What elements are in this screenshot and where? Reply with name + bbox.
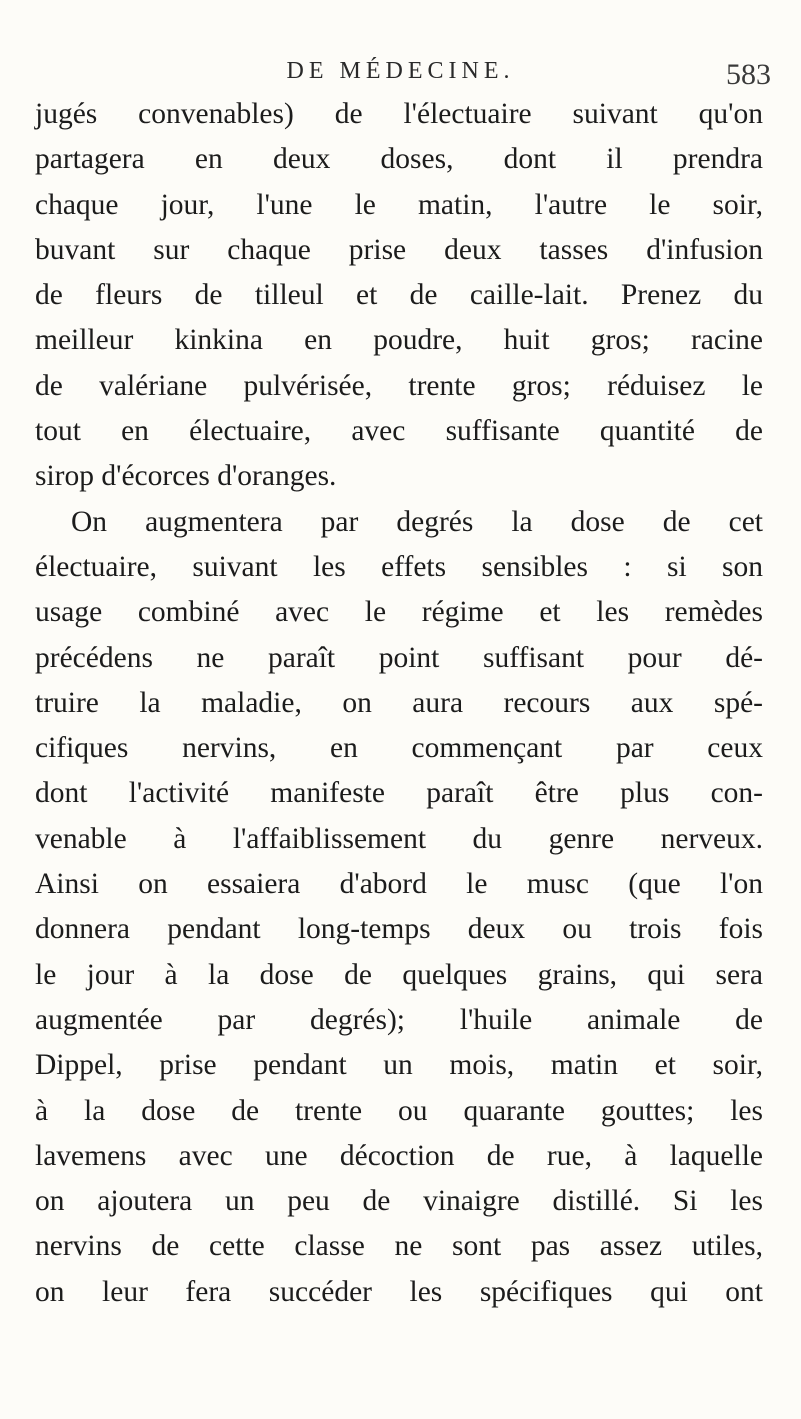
text-line: nervins de cette classe ne sont pas assez utiles, <box>35 1230 763 1263</box>
text-line: usage combiné avec le régime et les remèdes <box>35 596 763 629</box>
text-line: on leur fera succéder les spécifiques qui ont <box>35 1275 763 1308</box>
paragraph-first-line: On augmentera par degrés la dose de cet <box>71 505 763 538</box>
body-text <box>35 92 763 1315</box>
text-line: donnera pendant long-temps deux ou trois fois <box>35 913 763 946</box>
text-line: de fleurs de tilleul et de caille-lait. Prenez du <box>35 279 763 312</box>
text-line: meilleur kinkina en poudre, huit gros; racine <box>35 324 763 357</box>
running-head-title: DE MÉDECINE. <box>286 58 515 84</box>
text-line: augmentée par degrés); l'huile animale de <box>35 1003 763 1036</box>
text-line: buvant sur chaque prise deux tasses d'infusion <box>35 233 763 266</box>
text-line: dont l'activité manifeste paraît être plus con- <box>35 777 763 810</box>
text-line: lavemens avec une décoction de rue, à laquelle <box>35 1139 763 1172</box>
text-line-last: sirop d'écorces d'oranges. <box>35 460 337 493</box>
text-line: cifiques nervins, en commençant par ceux <box>35 732 763 765</box>
text-line: tout en électuaire, avec suffisante quantité de <box>35 415 763 448</box>
text-line: à la dose de trente ou quarante gouttes; les <box>35 1094 763 1127</box>
text-line: Ainsi on essaiera d'abord le musc (que l'on <box>35 868 763 901</box>
text-line: jugés convenables) de l'électuaire suivant qu'on <box>35 98 763 130</box>
page-number: 583 <box>726 58 771 91</box>
text-line: électuaire, suivant les effets sensibles : si son <box>35 550 763 583</box>
text-line: truire la maladie, on aura recours aux spé- <box>35 686 763 719</box>
text-line: précédens ne paraît point suffisant pour dé- <box>35 641 763 674</box>
text-line: venable à l'affaiblissement du genre nerveux. <box>35 822 763 855</box>
text-line: Dippel, prise pendant un mois, matin et soir, <box>35 1049 763 1082</box>
text-line: de valériane pulvérisée, trente gros; réduisez le <box>35 369 763 402</box>
text-line: chaque jour, l'une le matin, l'autre le soir, <box>35 188 763 221</box>
text-line: on ajoutera un peu de vinaigre distillé. Si les <box>35 1185 763 1218</box>
text-line: le jour à la dose de quelques grains, qui sera <box>35 958 763 991</box>
text-line: partagera en deux doses, dont il prendra <box>35 143 763 176</box>
